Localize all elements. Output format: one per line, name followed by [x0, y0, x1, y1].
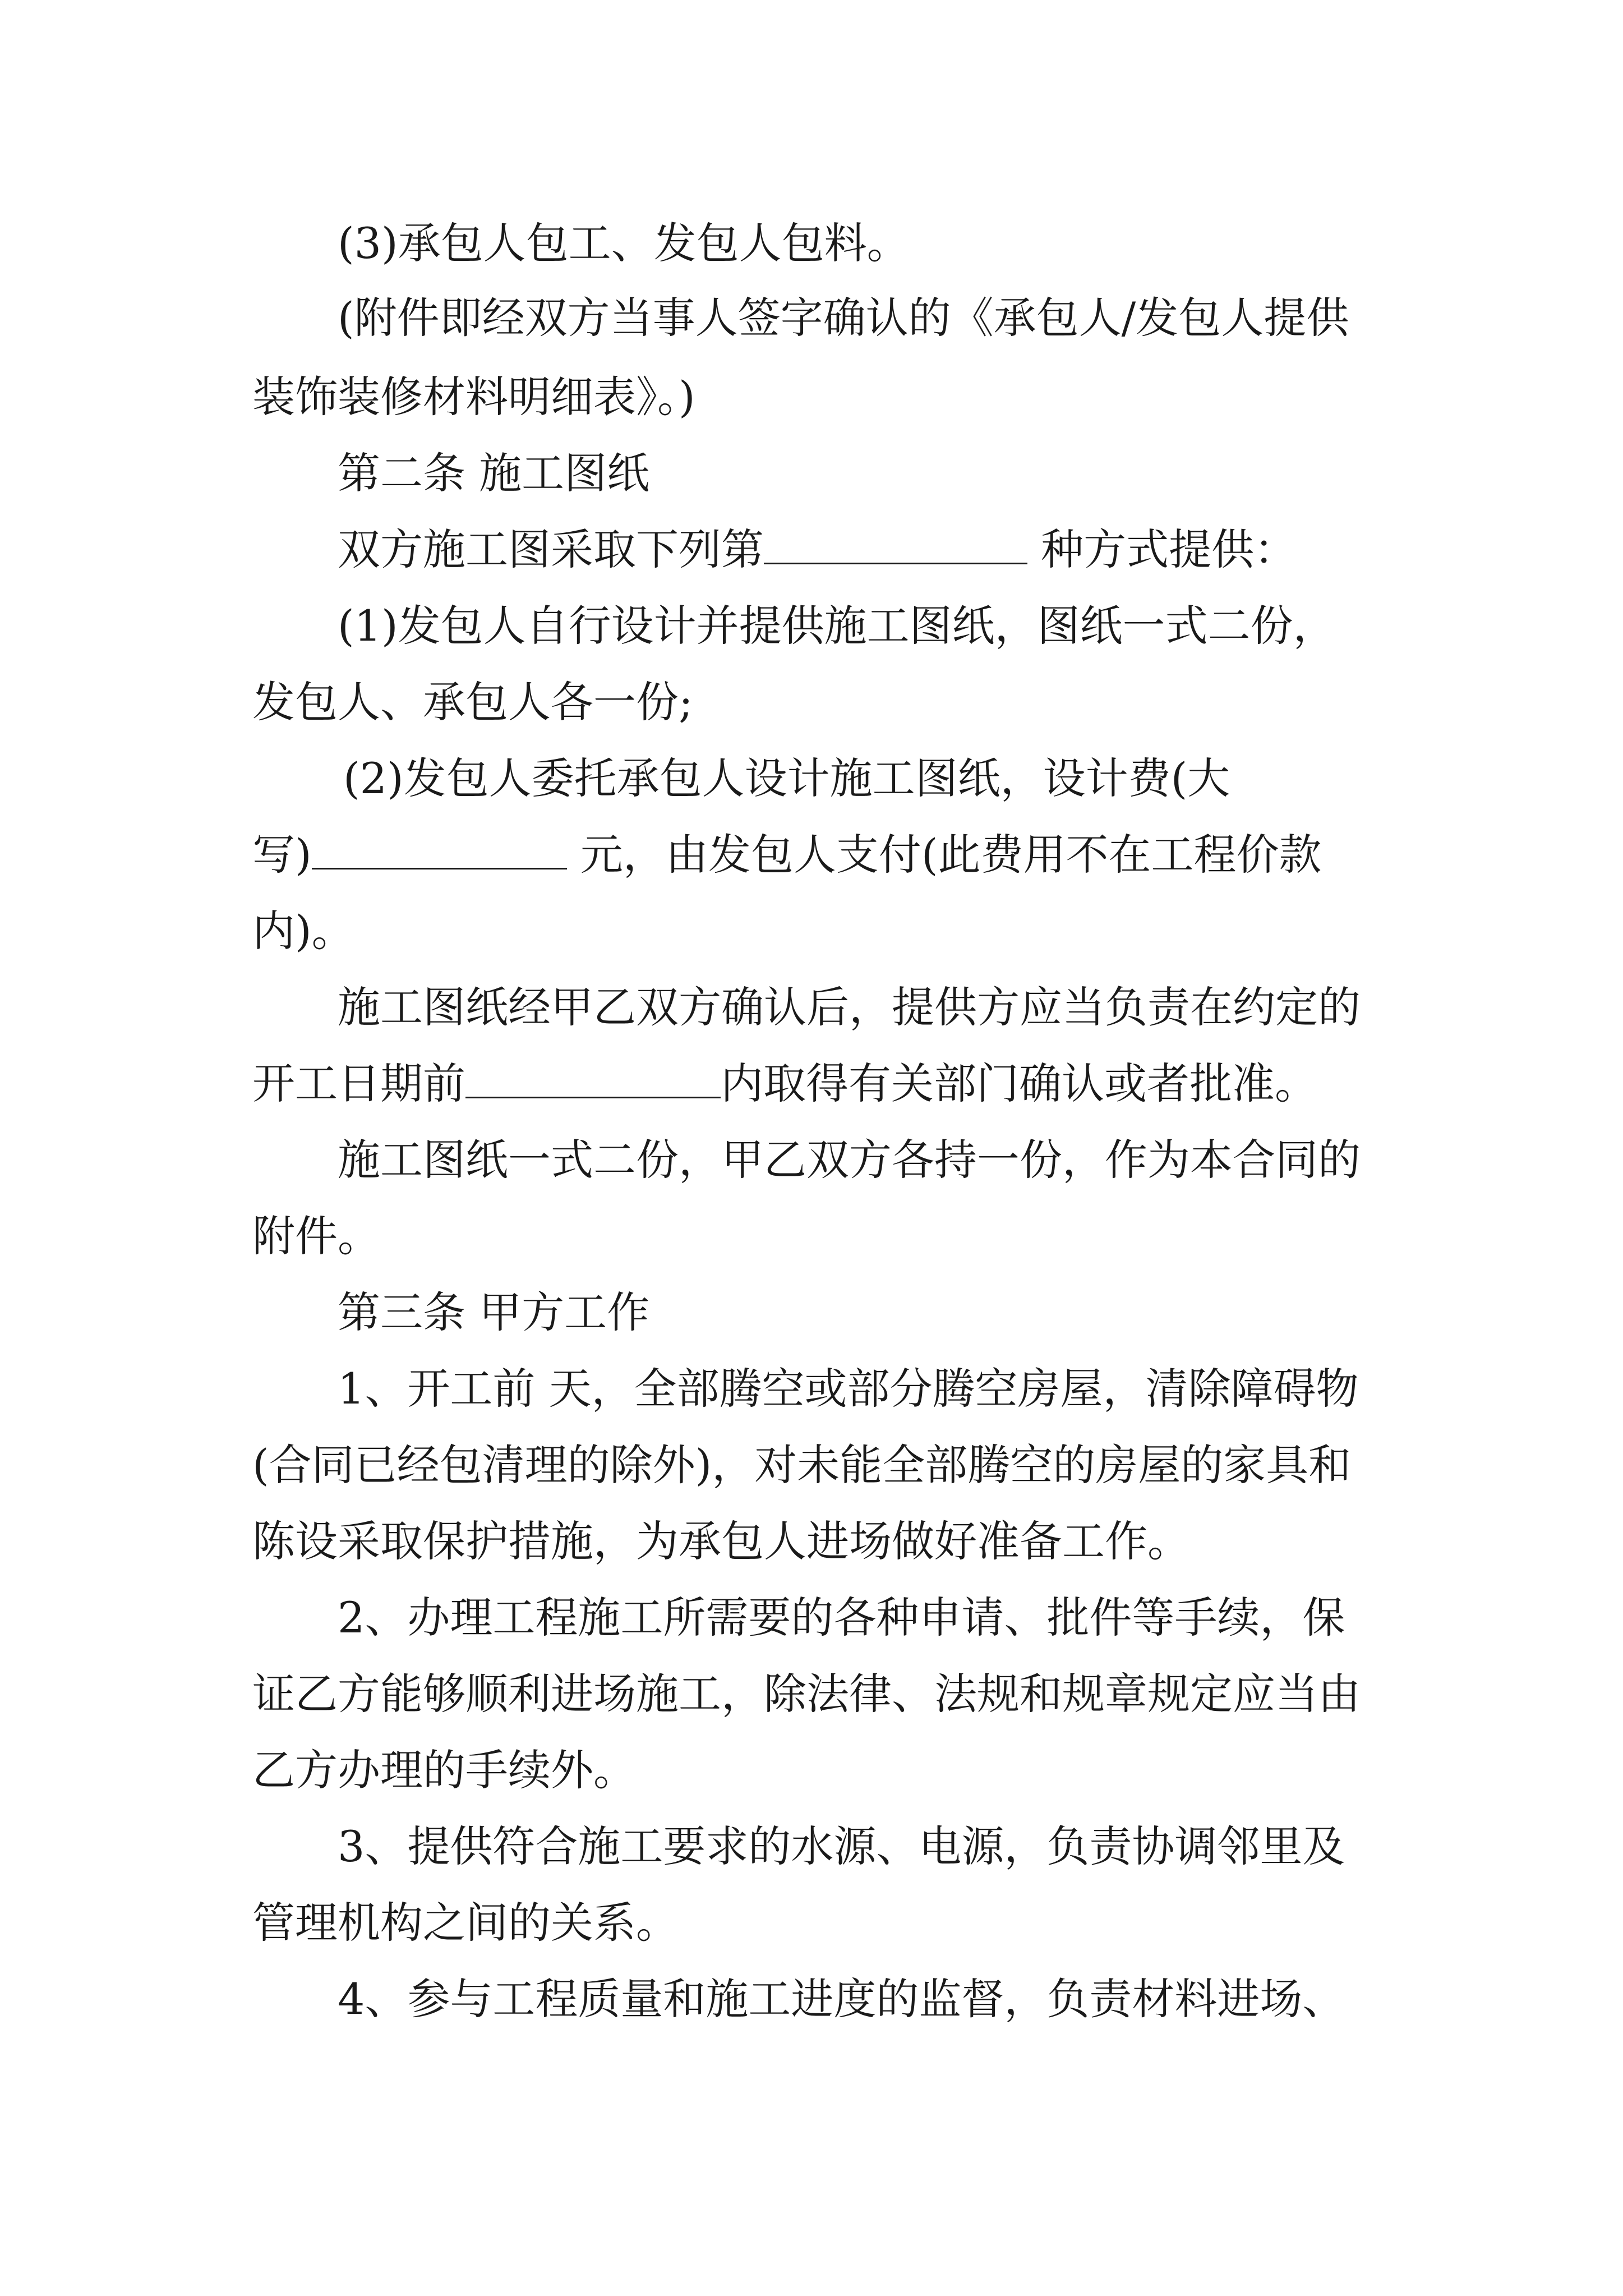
section-heading: [338, 1285, 649, 1341]
line-text: 施工图纸一式二份，甲乙双方各持一份，作为本合同的: [338, 1135, 1361, 1185]
line-text: (3)承包人包工、发包人包料。: [338, 218, 910, 268]
line-text: 开工日期前: [252, 1059, 465, 1108]
line-text: 双方施工图采取下列第: [338, 524, 764, 574]
paragraph-line: [338, 1971, 1345, 2027]
line-text: 内取得有关部门确认或者批准。: [721, 1059, 1317, 1108]
line-text: 证乙方能够顺利进场施工，除法律、法规和规章规定应当由: [252, 1669, 1361, 1719]
paragraph-line: [338, 1132, 1361, 1188]
paragraph-line: [252, 1208, 380, 1264]
heading-text: 第三条 甲方工作: [338, 1287, 650, 1337]
paragraph-line: [338, 1361, 1359, 1417]
paragraph-line: [338, 979, 1361, 1036]
paragraph-line: [252, 903, 354, 959]
line-text: 管理机构之间的关系。: [252, 1898, 679, 1948]
line-text: 2、办理工程施工所需要的各种申请、批件等手续，保: [338, 1593, 1345, 1642]
line-text: 写): [252, 830, 312, 880]
line-text: 乙方办理的手续外。: [252, 1745, 636, 1795]
line-text: 附件。: [252, 1211, 380, 1261]
paragraph-line: [252, 1666, 1361, 1722]
paragraph-line: [252, 1742, 636, 1798]
fill-in-blank[interactable]: [312, 833, 567, 869]
line-text: 陈设采取保护措施，为承包人进场做好准备工作。: [252, 1516, 1190, 1566]
paragraph-line: [252, 827, 1321, 883]
line-text: 种方式提供：: [1041, 524, 1297, 574]
line-text: (2)发包人委托承包人设计施工图纸，设计费(大: [343, 753, 1230, 803]
line-text: (附件即经双方当事人签字确认的《承包人/发包人提供: [338, 293, 1349, 343]
paragraph-line: [252, 1056, 1317, 1112]
paragraph-line: [338, 598, 1336, 654]
line-text: 施工图纸经甲乙双方确认后，提供方应当负责在约定的: [338, 982, 1361, 1032]
line-text: (1)发包人自行设计并提供施工图纸，图纸一式二份，: [338, 601, 1336, 651]
paragraph-line: [343, 751, 1230, 807]
paragraph-line: [252, 1513, 1190, 1570]
paragraph-line: [252, 1895, 679, 1951]
line-text: 4、参与工程质量和施工进度的监督，负责材料进场、: [338, 1974, 1345, 2024]
paragraph-line: [252, 369, 695, 425]
paragraph-line: [338, 215, 910, 272]
line-text: 1、开工前 天，全部腾空或部分腾空房屋，清除障碍物: [338, 1364, 1359, 1414]
line-text: 内)。: [252, 906, 354, 956]
line-text: 装饰装修材料明细表》。): [252, 372, 695, 422]
paragraph-line: [338, 1819, 1345, 1875]
paragraph-line: [338, 290, 1349, 346]
line-text: 元，由发包人支付(此费用不在工程价款: [580, 830, 1322, 880]
paragraph-line: [338, 522, 1297, 578]
fill-in-blank[interactable]: [465, 1062, 721, 1098]
paragraph-line: [338, 1590, 1345, 1646]
section-heading: [338, 445, 649, 501]
paragraph-line: [252, 674, 693, 730]
paragraph-line: [252, 1437, 1351, 1493]
line-text: 3、提供符合施工要求的水源、电源，负责协调邻里及: [338, 1821, 1345, 1871]
line-text: 发包人、承包人各一份;: [252, 677, 693, 727]
line-text: (合同已经包清理的除外)，对未能全部腾空的房屋的家具和: [252, 1440, 1352, 1490]
heading-text: 第二条 施工图纸: [338, 448, 650, 498]
fill-in-blank[interactable]: [764, 528, 1027, 564]
